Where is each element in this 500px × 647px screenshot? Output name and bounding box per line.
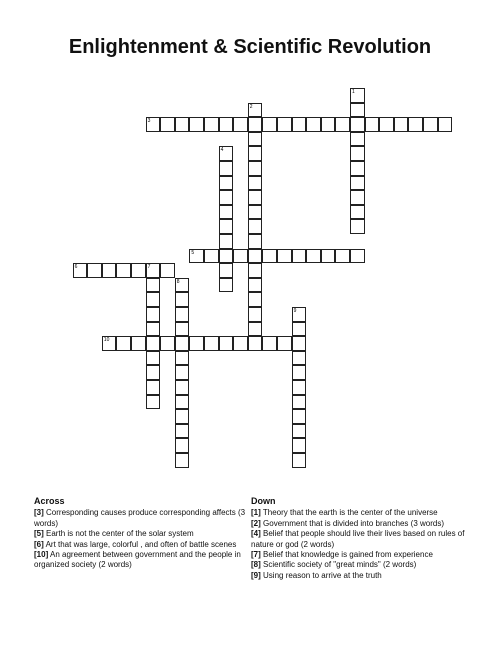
grid-cell[interactable] (175, 117, 190, 132)
grid-cell[interactable] (102, 336, 117, 351)
grid-cell[interactable] (219, 117, 234, 132)
grid-cell[interactable] (292, 322, 307, 337)
grid-cell[interactable] (292, 307, 307, 322)
grid-cell[interactable] (175, 365, 190, 380)
clue-number: 7 (147, 264, 151, 271)
grid-cell[interactable] (131, 336, 146, 351)
grid-cell[interactable] (306, 117, 321, 132)
grid-cell[interactable] (175, 424, 190, 439)
grid-cell[interactable] (146, 117, 161, 132)
grid-cell[interactable] (277, 249, 292, 264)
grid-cell[interactable] (233, 117, 248, 132)
grid-cell[interactable] (146, 336, 161, 351)
grid-cell[interactable] (189, 336, 204, 351)
grid-cell[interactable] (146, 322, 161, 337)
grid-cell[interactable] (350, 219, 365, 234)
grid-cell[interactable] (408, 117, 423, 132)
grid-cell[interactable] (204, 336, 219, 351)
clue-across-6: [6] Art that was large, colorful , and often of battle scenes (34, 539, 237, 549)
grid-cell[interactable] (219, 249, 234, 264)
clue-number: 8 (176, 278, 180, 285)
grid-cell[interactable] (175, 395, 190, 410)
grid-cell[interactable] (335, 249, 350, 264)
grid-cell[interactable] (189, 249, 204, 264)
clue-down-1: [1] Theory that the earth is the center of the universe (251, 508, 438, 518)
page-title: Enlightenment & Scientific Revolution (68, 36, 432, 58)
grid-cell[interactable] (219, 161, 234, 176)
grid-cell[interactable] (233, 336, 248, 351)
grid-cell[interactable] (160, 263, 175, 278)
grid-cell[interactable] (248, 205, 263, 220)
grid-cell[interactable] (146, 292, 161, 307)
grid-cell[interactable] (248, 263, 263, 278)
grid-cell[interactable] (219, 146, 234, 161)
grid-cell[interactable] (175, 380, 190, 395)
grid-cell[interactable] (146, 278, 161, 293)
grid-cell[interactable] (292, 453, 307, 468)
grid-cell[interactable] (292, 409, 307, 424)
grid-cell[interactable] (248, 292, 263, 307)
grid-cell[interactable] (350, 205, 365, 220)
grid-cell[interactable] (350, 249, 365, 264)
grid-cell[interactable] (438, 117, 453, 132)
clue-across-3: [3] Corresponding causes produce corresponding affects (3 words) (34, 508, 246, 528)
grid-cell[interactable] (379, 117, 394, 132)
grid-cell[interactable] (219, 176, 234, 191)
clue-number: 10 (103, 337, 110, 344)
grid-cell[interactable] (219, 234, 234, 249)
grid-cell[interactable] (350, 146, 365, 161)
grid-cell[interactable] (146, 365, 161, 380)
grid-cell[interactable] (262, 336, 277, 351)
across-clues (34, 496, 248, 571)
grid-cell[interactable] (219, 205, 234, 220)
grid-cell[interactable] (204, 249, 219, 264)
grid-cell[interactable] (292, 336, 307, 351)
grid-cell[interactable] (321, 249, 336, 264)
grid-cell[interactable] (423, 117, 438, 132)
grid-cell[interactable] (160, 336, 175, 351)
clue-across-10: [10] An agreement between government and the people in organized society (2 words) (34, 550, 241, 570)
grid-cell[interactable] (131, 263, 146, 278)
grid-cell[interactable] (102, 263, 117, 278)
grid-cell[interactable] (248, 234, 263, 249)
grid-cell[interactable] (219, 219, 234, 234)
grid-cell[interactable] (321, 117, 336, 132)
grid-cell[interactable] (350, 190, 365, 205)
grid-cell[interactable] (277, 117, 292, 132)
grid-cell[interactable] (248, 336, 263, 351)
grid-cell[interactable] (175, 336, 190, 351)
grid-cell[interactable] (292, 117, 307, 132)
clue-number: 1 (352, 89, 355, 95)
grid-cell[interactable] (146, 307, 161, 322)
grid-cell[interactable] (350, 161, 365, 176)
grid-cell[interactable] (146, 263, 161, 278)
grid-cell[interactable] (175, 409, 190, 424)
grid-cell[interactable] (87, 263, 102, 278)
grid-cell[interactable] (365, 117, 380, 132)
grid-cell[interactable] (262, 249, 277, 264)
grid-cell[interactable] (277, 336, 292, 351)
grid-cell[interactable] (116, 263, 131, 278)
grid-cell[interactable] (175, 307, 190, 322)
down-clues (251, 496, 466, 581)
grid-cell[interactable] (116, 336, 131, 351)
grid-cell[interactable] (292, 249, 307, 264)
grid-cell[interactable] (175, 278, 190, 293)
grid-cell[interactable] (248, 103, 263, 118)
grid-cell[interactable] (175, 292, 190, 307)
grid-cell[interactable] (248, 117, 263, 132)
grid-cell[interactable] (189, 117, 204, 132)
grid-cell[interactable] (248, 190, 263, 205)
grid-cell[interactable] (146, 380, 161, 395)
grid-cell[interactable] (248, 176, 263, 191)
grid-cell[interactable] (248, 249, 263, 264)
clue-down-8: [8] Scientific society of "great minds" (2 words) (251, 560, 417, 570)
grid-cell[interactable] (292, 351, 307, 366)
grid-cell[interactable] (262, 117, 277, 132)
grid-cell[interactable] (248, 161, 263, 176)
grid-cell[interactable] (306, 249, 321, 264)
grid-cell[interactable] (292, 395, 307, 410)
grid-cell[interactable] (350, 103, 365, 118)
grid-cell[interactable] (175, 438, 190, 453)
clue-number: 2 (249, 103, 253, 110)
grid-cell[interactable] (248, 219, 263, 234)
grid-cell[interactable] (146, 395, 161, 410)
clue-down-2: [2] Government that is divided into branches (3 words) (251, 518, 444, 528)
grid-cell[interactable] (292, 438, 307, 453)
grid-cell[interactable] (292, 380, 307, 395)
clue-down-9: [9] Using reason to arrive at the truth (251, 570, 382, 580)
clue-number: 3 (147, 118, 151, 125)
grid-cell[interactable] (292, 424, 307, 439)
clue-number: 9 (293, 308, 297, 314)
grid-cell[interactable] (394, 117, 409, 132)
grid-cell[interactable] (73, 263, 88, 278)
grid-cell[interactable] (219, 190, 234, 205)
grid-cell[interactable] (175, 351, 190, 366)
grid-cell[interactable] (248, 146, 263, 161)
clue-number: 5 (191, 249, 195, 256)
grid-cell[interactable] (350, 176, 365, 191)
grid-cell[interactable] (248, 307, 263, 322)
grid-cell[interactable] (204, 117, 219, 132)
clue-across-5: [5] Earth is not the center of the solar system (34, 529, 194, 539)
across-heading: Across (34, 496, 65, 506)
grid-cell[interactable] (160, 117, 175, 132)
grid-cell[interactable] (146, 351, 161, 366)
clue-down-7: [7] Belief that knowledge is gained from experience (251, 550, 433, 560)
grid-cell[interactable] (175, 322, 190, 337)
grid-cell[interactable] (219, 336, 234, 351)
grid-cell[interactable] (292, 365, 307, 380)
down-heading: Down (251, 496, 276, 506)
clue-number: 6 (74, 264, 78, 271)
grid-cell[interactable] (175, 453, 190, 468)
grid-cell[interactable] (350, 88, 365, 103)
grid-cell[interactable] (248, 132, 263, 147)
grid-cell[interactable] (248, 322, 263, 337)
grid-cell[interactable] (350, 117, 365, 132)
grid-cell[interactable] (350, 132, 365, 147)
grid-cell[interactable] (233, 249, 248, 264)
grid-cell[interactable] (248, 278, 263, 293)
grid-cell[interactable] (335, 117, 350, 132)
grid-cell[interactable] (219, 263, 234, 278)
grid-cell[interactable] (219, 278, 234, 293)
clue-down-4: [4] Belief that people should live their lives based on rules of nature or god (2 words) (251, 529, 465, 549)
clue-number: 4 (220, 147, 224, 154)
